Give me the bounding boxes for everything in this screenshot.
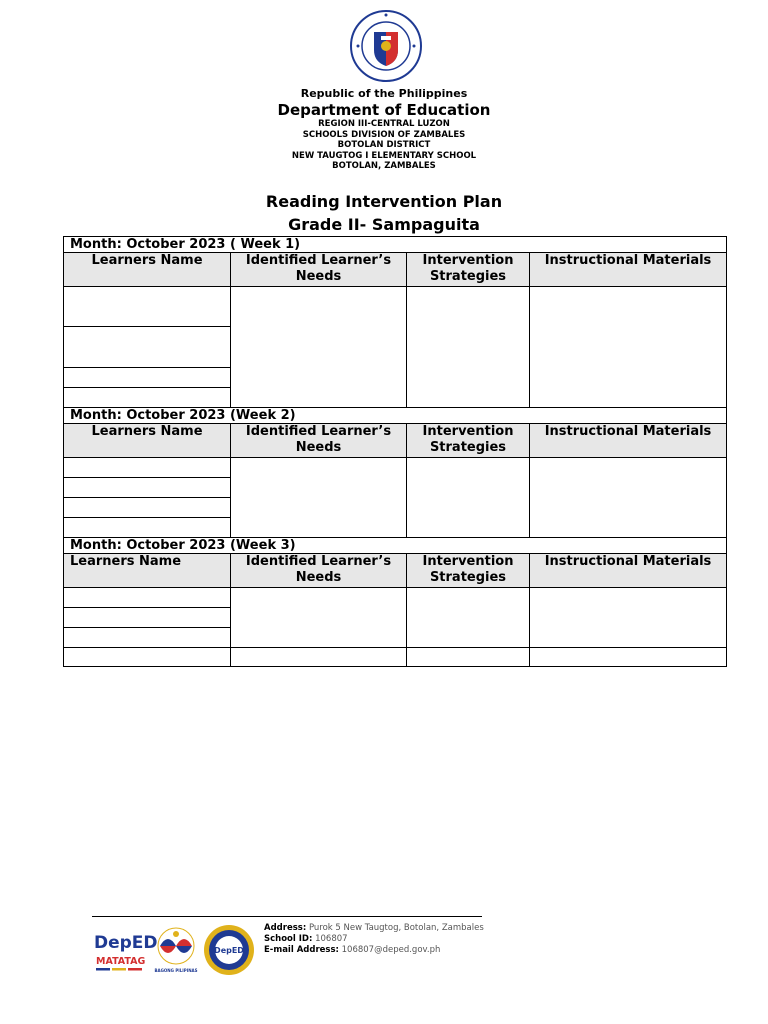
school-id-value: 106807 [315,934,348,944]
document-title [0,190,768,236]
title-line-2: Grade II- Sampaguita [288,215,480,234]
table-row [64,287,727,327]
materials-cell[interactable] [530,287,727,408]
strategies-cell[interactable] [407,458,530,538]
week-1-month-row [64,237,727,253]
col-learners-name: Learners Name [64,253,231,287]
republic-label: Republic of the Philippines [300,87,468,100]
bagong-pilipinas-text: BAGONG PILIPINAS [154,968,198,973]
learner-cell[interactable] [64,478,231,498]
learner-cell[interactable] [64,608,231,628]
region-label: REGION III-CENTRAL LUZON [318,119,450,129]
col-identified-needs: Identified Learner’s Needs [231,424,407,458]
col-identified-needs: Identified Learner’s Needs [231,253,407,287]
table-row [64,648,727,667]
col-intervention-strategies: Intervention Strategies [407,253,530,287]
school-seal-wordmark: DepED [214,946,244,955]
col-intervention-strategies: Intervention Strategies [407,554,530,588]
col-learners-name: Learners Name [64,554,231,588]
needs-cell[interactable] [231,287,407,408]
email-value[interactable]: 106807@deped.gov.ph [341,945,441,955]
school-id-label: School ID: [264,934,313,944]
learner-cell[interactable] [64,648,231,667]
footer-contact [264,923,484,956]
needs-cell[interactable] [231,458,407,538]
footer-address-line [264,923,484,934]
school-seal-logo [203,924,255,976]
intervention-plan-table [63,236,727,667]
table-row [64,458,727,478]
materials-cell[interactable] [530,588,727,648]
learner-cell[interactable] [64,287,231,327]
col-intervention-strategies: Intervention Strategies [407,424,530,458]
title-line-1: Reading Intervention Plan [265,192,503,211]
deped-matatag-logo [92,928,158,976]
learner-cell[interactable] [64,588,231,608]
col-identified-needs: Identified Learner’s Needs [231,554,407,588]
table-row [64,588,727,608]
learner-cell[interactable] [64,368,231,388]
week-2-month-label: Month: October 2023 (Week 2) [64,408,727,424]
week-3-header-row [64,554,727,588]
needs-cell[interactable] [231,588,407,648]
week-1-month-label: Month: October 2023 ( Week 1) [64,237,727,253]
materials-cell[interactable] [530,648,727,667]
address-label: Address: [264,923,307,933]
learner-cell[interactable] [64,327,231,368]
bagong-pilipinas-logo [150,924,202,976]
week-3-month-row [64,538,727,554]
footer-email-line [264,945,484,956]
strategies-cell[interactable] [407,287,530,408]
materials-cell[interactable] [530,458,727,538]
week-2-month-row [64,408,727,424]
learner-cell[interactable] [64,388,231,408]
letterhead [0,86,768,172]
address-value: Purok 5 New Taugtog, Botolan, Zambales [308,923,484,933]
district-label: BOTOLAN DISTRICT [337,140,431,150]
school-label: NEW TAUGTOG I ELEMENTARY SCHOOL [291,150,477,161]
week-1-header-row [64,253,727,287]
week-2-header-row [64,424,727,458]
deped-wordmark: DepED [94,933,158,953]
matatag-wordmark: MATATAG [96,956,146,967]
deped-seal-logo [350,10,422,82]
col-instructional-materials: Instructional Materials [530,424,727,458]
department-name: Department of Education [277,101,491,119]
col-instructional-materials: Instructional Materials [530,253,727,287]
email-label: E-mail Address: [264,945,339,955]
learner-cell[interactable] [64,518,231,538]
location-label: BOTOLAN, ZAMBALES [332,161,436,171]
col-instructional-materials: Instructional Materials [530,554,727,588]
col-learners-name: Learners Name [64,424,231,458]
week-3-month-label: Month: October 2023 (Week 3) [64,538,727,554]
learner-cell[interactable] [64,458,231,478]
strategies-cell[interactable] [407,588,530,648]
needs-cell[interactable] [231,648,407,667]
learner-cell[interactable] [64,498,231,518]
footer-school-id-line [264,934,484,945]
division-label: SCHOOLS DIVISION OF ZAMBALES [302,129,466,140]
footer-divider [92,916,482,917]
learner-cell[interactable] [64,628,231,648]
strategies-cell[interactable] [407,648,530,667]
